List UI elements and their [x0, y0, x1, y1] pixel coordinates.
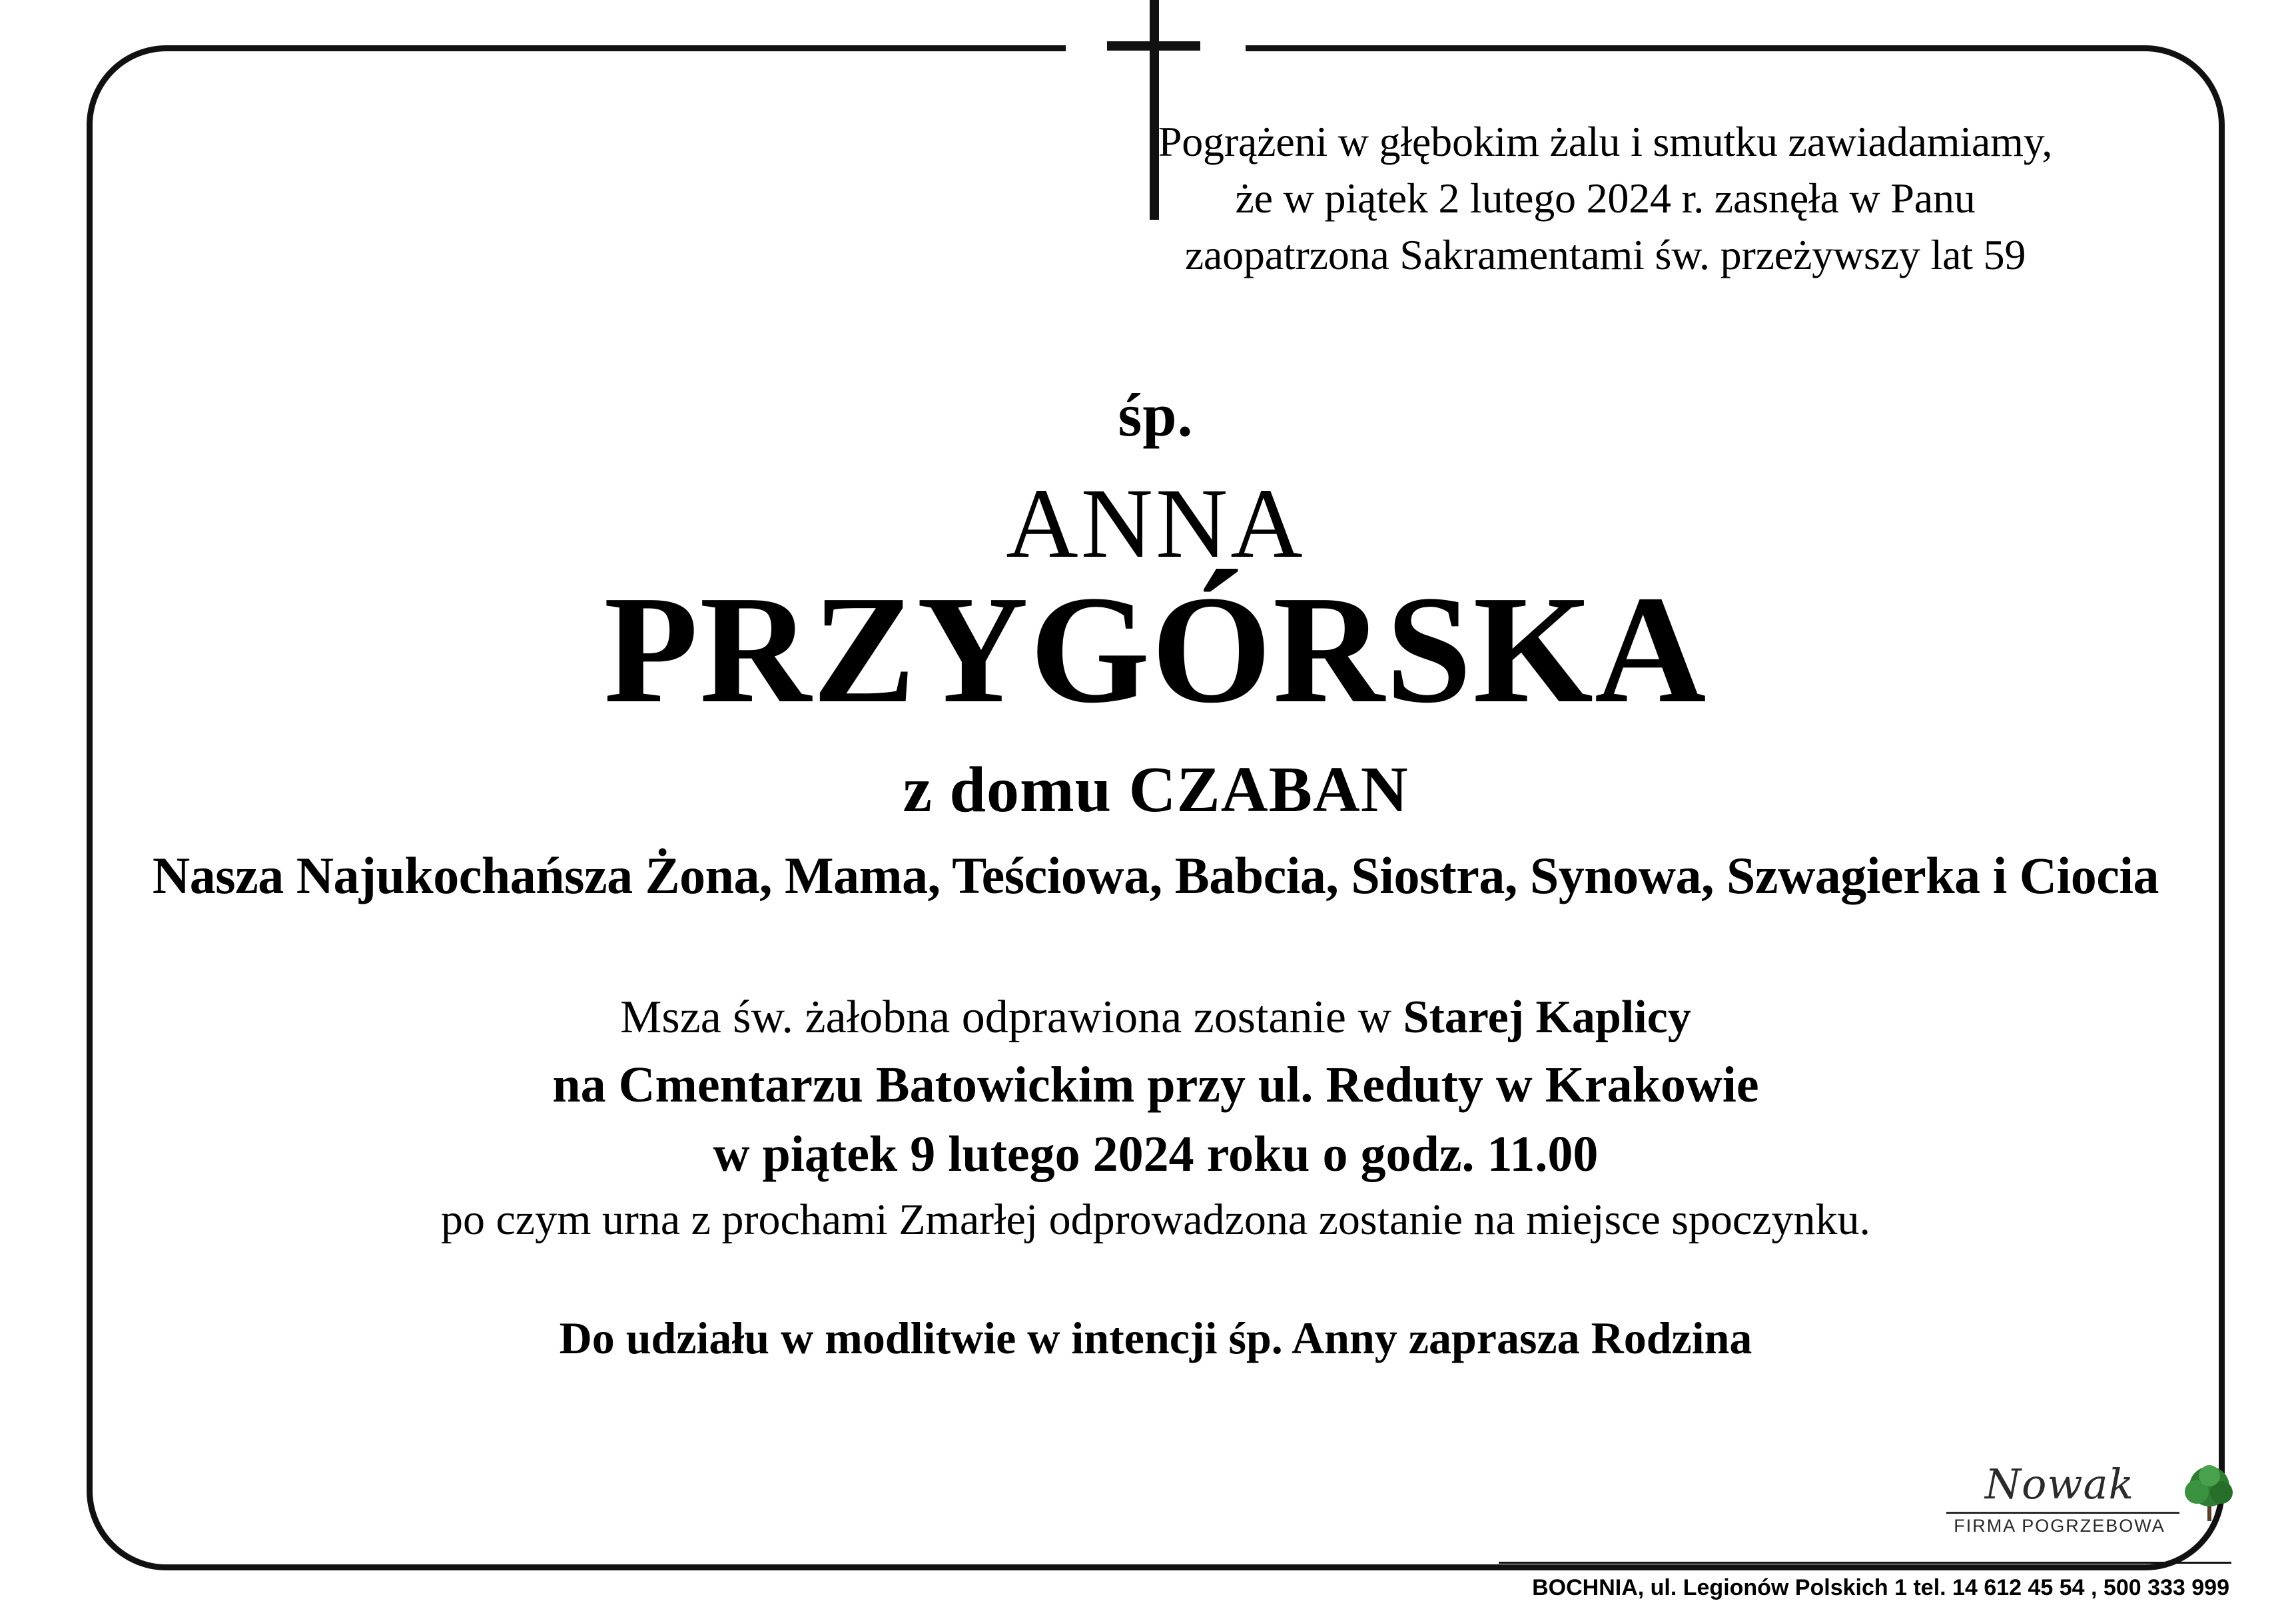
ceremony-line-4: po czym urna z prochami Zmarłej odprowadzona zostanie na miejsce spoczynku.	[440, 1195, 1871, 1245]
deceased-maiden-name: z domu CZABAN	[903, 754, 1409, 826]
logo-subtitle: FIRMA POGRZEBOWA	[1954, 1516, 2165, 1536]
logo-underline	[1946, 1512, 2179, 1514]
deceased-first-name: ANNA	[1006, 468, 1306, 579]
footer-divider	[1499, 1562, 2231, 1564]
ceremony-line-1-prefix: Msza św. żałobna odprawiona zostanie w	[620, 992, 1403, 1043]
ceremony-details	[120, 986, 2191, 1250]
footer-contact: BOCHNIA, ul. Legionów Polskich 1 tel. 14 612 45 54 , 500 333 999	[1532, 1575, 2229, 1600]
tree-icon	[2179, 1461, 2239, 1522]
notice-content	[120, 60, 2191, 1552]
intro-line-1: Pogrążeni w głębokim żalu i smutku zawiadamiamy,	[1158, 118, 2053, 165]
ceremony-place: Starej Kaplicy	[1403, 992, 1691, 1043]
logo-brand-name: Nowak	[1984, 1460, 2135, 1508]
funeral-home-logo	[1933, 1460, 2239, 1540]
cross-horizontal-bar	[1107, 41, 1200, 51]
honorific: śp.	[1118, 381, 1194, 449]
deceased-last-name: PRZYGÓRSKA	[603, 564, 1708, 735]
deceased-relations: Nasza Najukochańsza Żona, Mama, Teściowa, Babcia, Siostra, Synowa, Szwagierka i Ciocia	[152, 846, 2159, 904]
intro-paragraph	[1039, 113, 2171, 283]
intro-line-2: że w piątek 2 lutego 2024 r. zasnęła w Panu	[1235, 174, 1976, 222]
invitation-text: Do udziału w modlitwie w intencji śp. Anny zaprasza Rodzina	[559, 1313, 1752, 1363]
ceremony-line-2: na Cmentarzu Batowickim przy ul. Reduty w Krakowie	[552, 1056, 1759, 1113]
ceremony-line-1	[120, 986, 2191, 1050]
intro-line-3: zaopatrzona Sakramentami św. przeżywszy lat 59	[1184, 231, 2026, 279]
ceremony-line-3: w piątek 9 lutego 2024 roku o godz. 11.00	[713, 1126, 1599, 1183]
